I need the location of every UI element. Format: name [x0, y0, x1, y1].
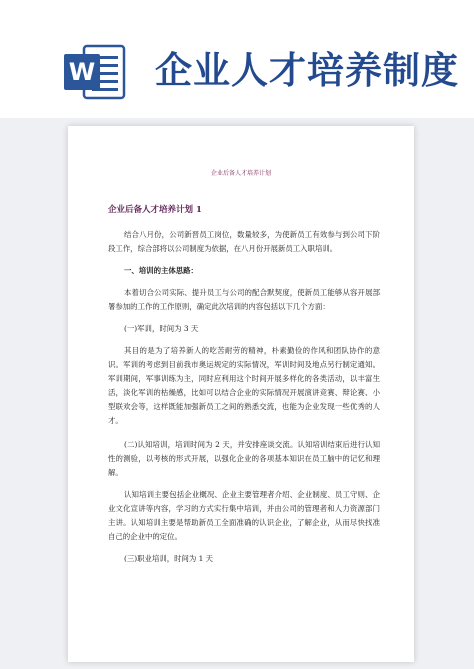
banner — [0, 0, 474, 118]
paragraph-military-training: 其目的是为了培养新人的吃苦耐劳的精神，朴素勤俭的作风和团队协作的意识。军训的考虑到目前我市奥运规定的实际情况，军训时间及地点另行制定通知。军训期间，军事训练为主，同时应利用这个时间开展多样化的各类活动，以丰富生活，淡化军训的枯燥感，比如可以结合企业的实际情况开展演讲竞赛、辩论赛、小型联欢会等，这样既能加强新员工之间的熟悉交流，也能为企业发现一些优秀的人才。 — [108, 346, 380, 425]
section-heading: 一、培训的主体思路： — [124, 266, 198, 275]
paragraph-principle: 本着切合公司实际、提升员工与公司的配合默契度，使新员工能够从容开展部署参加的工作的工作原则，确定此次培训的内容包括以下几个方面： — [108, 288, 380, 311]
word-icon-letter: W — [68, 58, 96, 86]
document-title: 企业后备人才培养计划 1 — [108, 205, 202, 215]
paragraph-intro: 结合八月份，公司新晋员工岗位，数量较多，为使新员工有效参与到公司下阶段工作，综合部将以公司制度为依据，在八月份开展新员工入职培训。 — [108, 230, 380, 253]
document-header: 企业后备人才培养计划 — [210, 170, 271, 177]
item-military-training: (一)军训，时间为 3 天 — [124, 324, 199, 333]
document-page — [68, 126, 414, 662]
item-cognitive-training: (二)认知培训，培训时间为 2 天，并安排座谈交流。认知培训结束后进行认知性的测验，以考核的形式开展，以强化企业的各项基本知识在员工脑中的记忆和理解。 — [108, 440, 380, 477]
paragraph-cognitive-training: 认知培训主要包括企业概况、企业主要管理者介绍、企业制度、员工守则、企业文化宣讲等内容，学习的方式实行集中培训，并由公司的管理者和人力资源部门主讲。认知培训主要是帮助新员工全面准确的认识企业，了解企业，从而尽快找准自己的企业中的定位。 — [108, 490, 380, 541]
banner-title: 企业人才培养制度 — [155, 49, 459, 92]
word-icon — [62, 42, 128, 102]
item-vocational-training: (三)职业培训，时间为 1 天 — [124, 554, 214, 563]
